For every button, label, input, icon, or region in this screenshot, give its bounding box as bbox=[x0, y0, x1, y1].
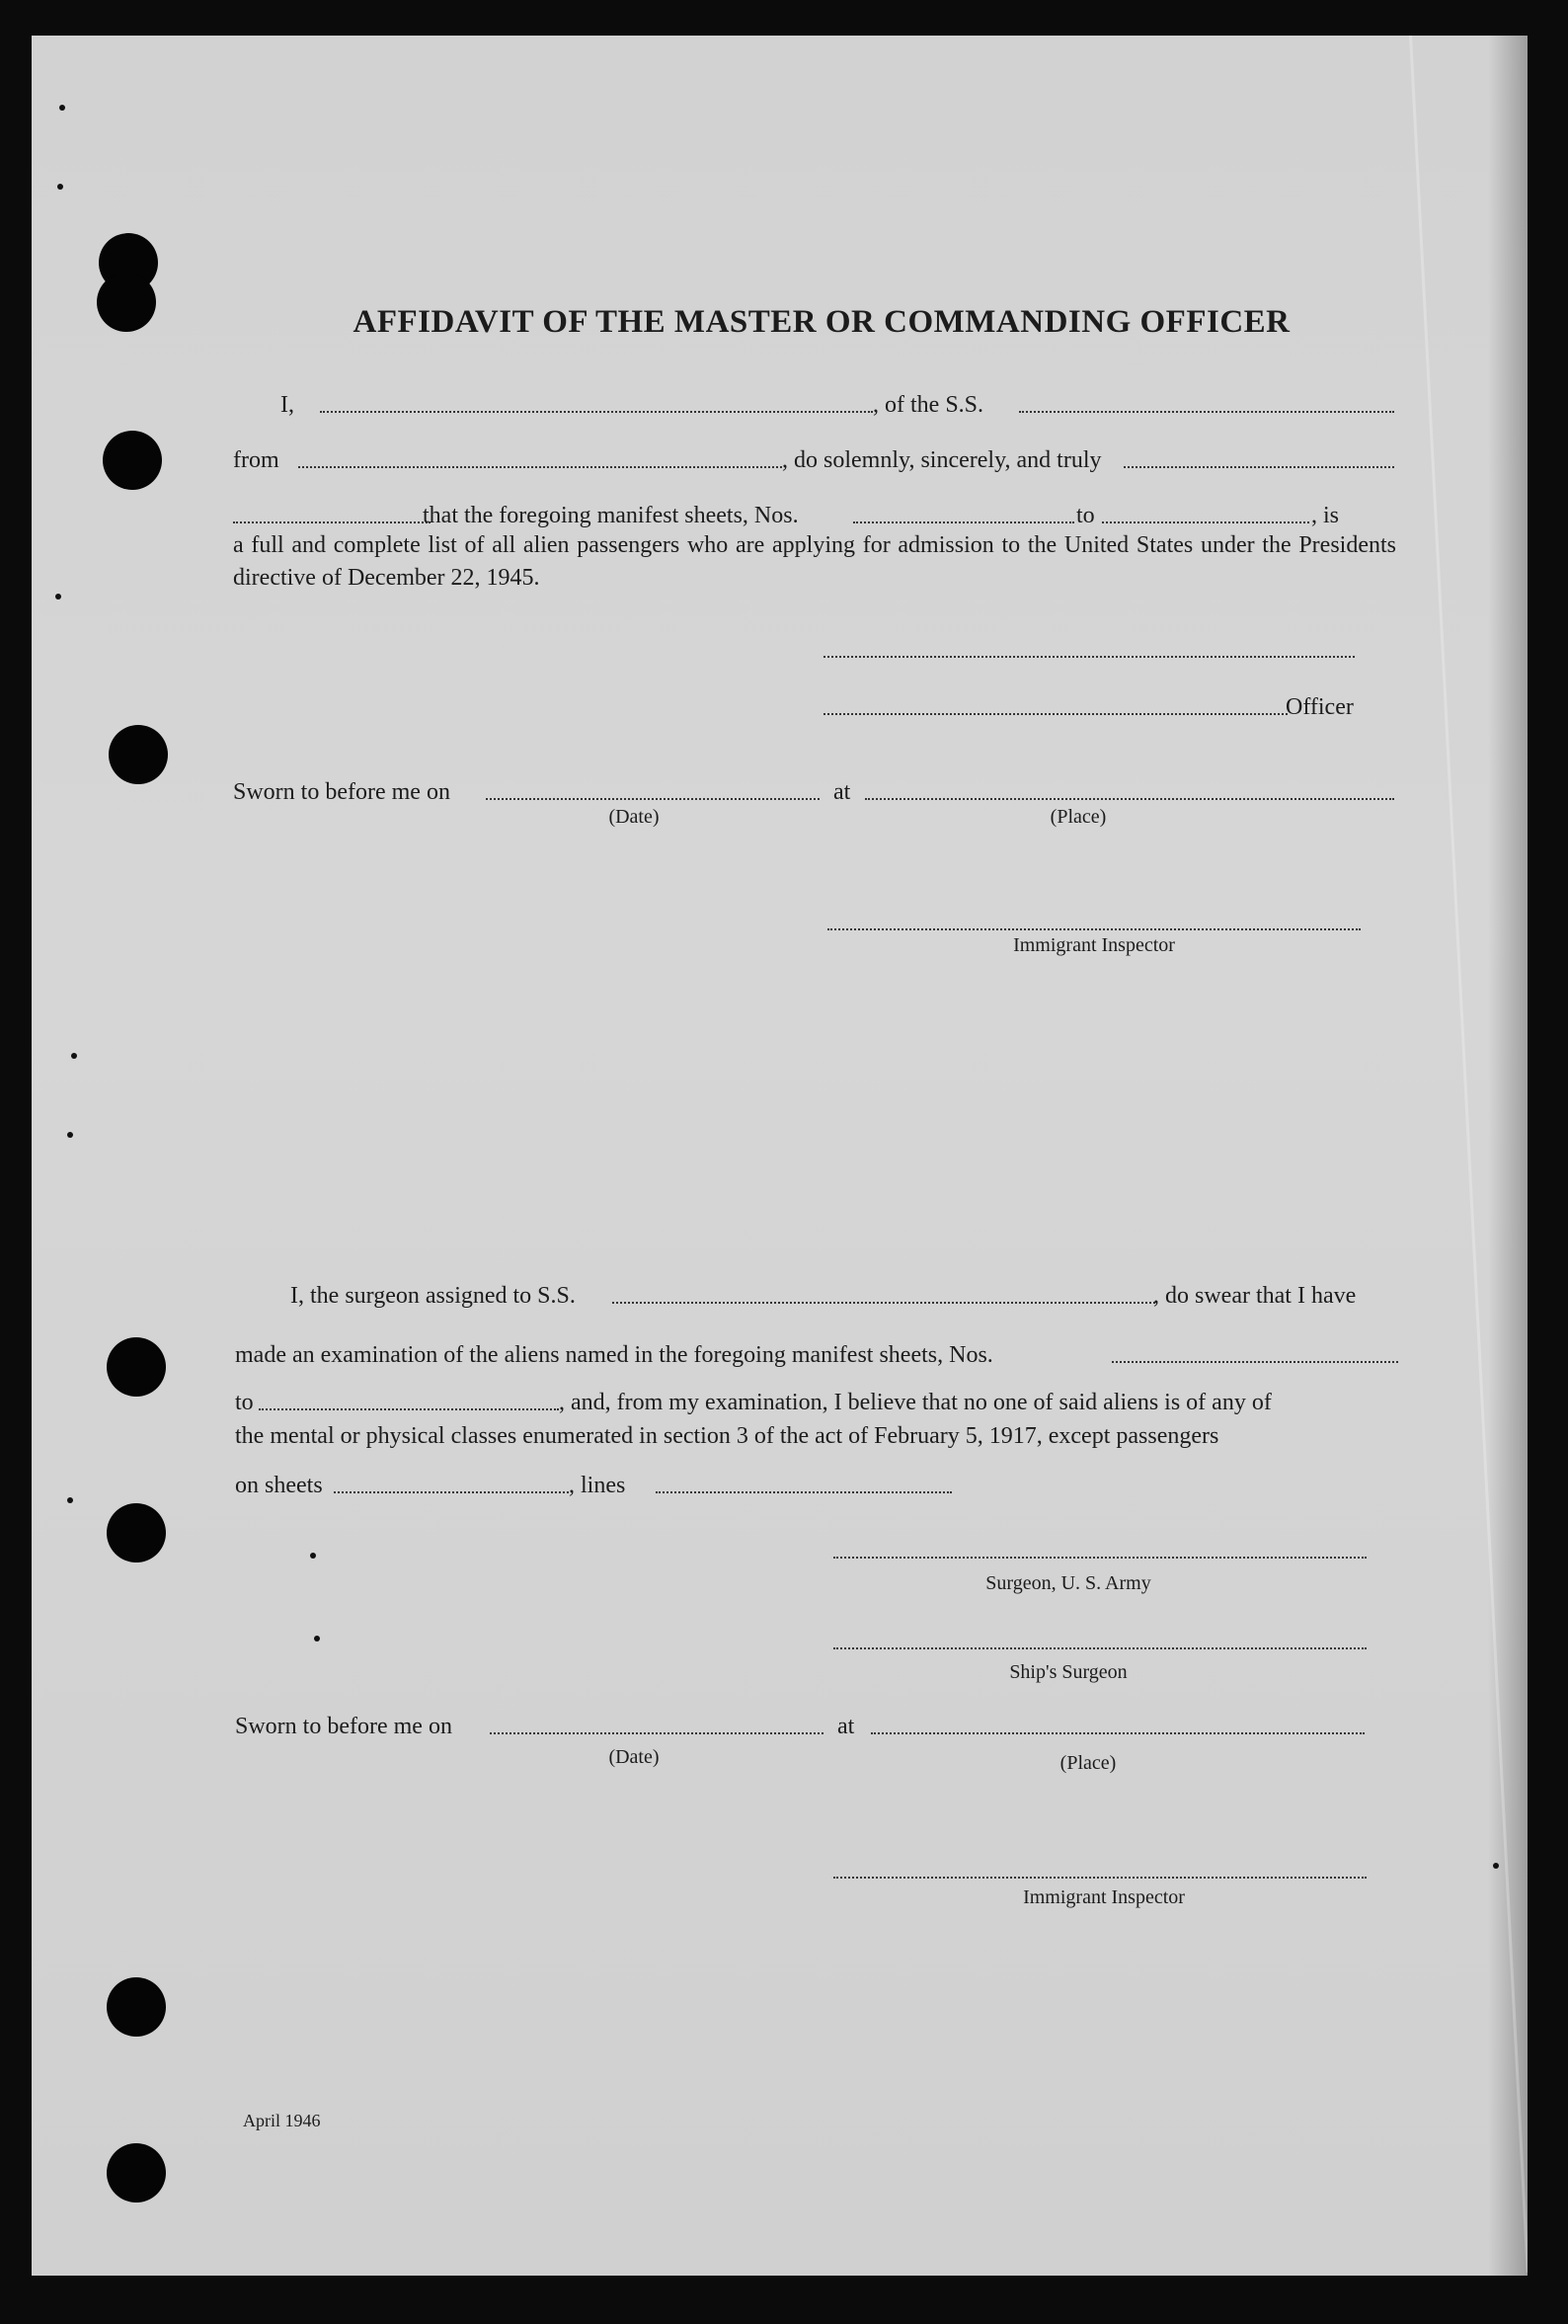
master-at-label: at bbox=[833, 779, 851, 805]
surgeon-classes-label: the mental or physical classes enumerated in section 3 of the act of February 5, 1917, except passengers bbox=[235, 1423, 1219, 1449]
master-sworn-label: Sworn to before me on bbox=[233, 779, 450, 805]
punch-hole bbox=[107, 1977, 166, 2037]
master-name-field[interactable] bbox=[320, 411, 873, 413]
officer-signature-line-1[interactable] bbox=[823, 656, 1355, 658]
ink-speck bbox=[314, 1636, 320, 1642]
surgeon-examination-label: made an examination of the aliens named in the foregoing manifest sheets, Nos. bbox=[235, 1342, 993, 1368]
ink-speck bbox=[67, 1132, 73, 1138]
officer-signature-line-2[interactable] bbox=[823, 713, 1288, 715]
master-sworn-place-field[interactable] bbox=[865, 798, 1394, 800]
surgeon-inspector-caption: Immigrant Inspector bbox=[1023, 1886, 1185, 1908]
master-nos-from-field[interactable] bbox=[853, 521, 1074, 523]
ink-speck bbox=[57, 184, 63, 190]
ink-speck bbox=[59, 105, 65, 111]
surgeon-sheets-field[interactable] bbox=[334, 1491, 569, 1493]
surgeon-sworn-date-field[interactable] bbox=[490, 1732, 823, 1734]
surgeon-to-label: to bbox=[235, 1390, 254, 1415]
master-inspector-line[interactable] bbox=[827, 928, 1361, 930]
surgeon-nos-field[interactable] bbox=[1112, 1361, 1398, 1363]
master-is-label: , is bbox=[1311, 503, 1340, 528]
master-swear-field[interactable] bbox=[1124, 466, 1394, 468]
punch-hole bbox=[109, 725, 168, 784]
master-from-label: from bbox=[233, 447, 279, 473]
surgeon-swear-label: , do swear that I have bbox=[1153, 1283, 1357, 1309]
master-swear-label: , do solemnly, sincerely, and truly bbox=[782, 447, 1102, 473]
ship-surgeon-caption: Ship's Surgeon bbox=[1009, 1661, 1128, 1683]
ink-speck bbox=[1493, 1863, 1499, 1869]
surgeon-inspector-line[interactable] bbox=[833, 1877, 1367, 1879]
punch-hole bbox=[103, 431, 162, 490]
form-date: April 1946 bbox=[243, 2111, 321, 2130]
ship-surgeon-line[interactable] bbox=[833, 1647, 1367, 1649]
page-title: AFFIDAVIT OF THE MASTER OR COMMANDING OFFICER bbox=[353, 304, 1291, 340]
army-surgeon-caption: Surgeon, U. S. Army bbox=[985, 1572, 1151, 1594]
surgeon-lines-label: , lines bbox=[569, 1473, 626, 1498]
surgeon-to-field[interactable] bbox=[259, 1408, 559, 1410]
surgeon-date-caption: (Date) bbox=[608, 1746, 660, 1768]
officer-label: Officer bbox=[1286, 694, 1354, 720]
ink-speck bbox=[71, 1053, 77, 1059]
master-ship-field[interactable] bbox=[1019, 411, 1394, 413]
surgeon-sworn-label: Sworn to before me on bbox=[235, 1714, 452, 1739]
surgeon-belief-label: , and, from my examination, I believe that no one of said aliens is of any of bbox=[559, 1390, 1272, 1415]
master-manifest-label: that the foregoing manifest sheets, Nos. bbox=[423, 503, 799, 528]
surgeon-ship-field[interactable] bbox=[612, 1302, 1155, 1304]
master-inspector-caption: Immigrant Inspector bbox=[1013, 934, 1175, 956]
ink-speck bbox=[310, 1553, 316, 1559]
surgeon-assigned-label: I, the surgeon assigned to S.S. bbox=[290, 1283, 576, 1309]
page-edge-shadow bbox=[1488, 36, 1528, 2276]
punch-hole bbox=[107, 1337, 166, 1397]
master-statement: a full and complete list of all alien passengers who are applying for admission to the United States under the Presidents directive of December 22, 1945. bbox=[233, 532, 1396, 591]
punch-hole bbox=[107, 1503, 166, 1563]
master-sworn-date-field[interactable] bbox=[486, 798, 820, 800]
master-to-label: to bbox=[1076, 503, 1095, 528]
army-surgeon-line[interactable] bbox=[833, 1557, 1367, 1559]
master-oath-field[interactable] bbox=[233, 521, 431, 523]
surgeon-at-label: at bbox=[837, 1714, 855, 1739]
ink-speck bbox=[67, 1497, 73, 1503]
surgeon-sworn-place-field[interactable] bbox=[871, 1732, 1365, 1734]
master-from-field[interactable] bbox=[298, 466, 782, 468]
master-place-caption: (Place) bbox=[1050, 806, 1107, 828]
master-i-label: I, bbox=[280, 392, 294, 418]
master-nos-to-field[interactable] bbox=[1102, 521, 1309, 523]
punch-hole bbox=[107, 2143, 166, 2203]
document-page bbox=[32, 36, 1528, 2276]
surgeon-sheets-label: on sheets bbox=[235, 1473, 323, 1498]
surgeon-place-caption: (Place) bbox=[1059, 1752, 1117, 1774]
master-date-caption: (Date) bbox=[608, 806, 660, 828]
surgeon-lines-field[interactable] bbox=[656, 1491, 952, 1493]
master-ss-label: , of the S.S. bbox=[873, 392, 984, 418]
ink-speck bbox=[55, 594, 61, 600]
